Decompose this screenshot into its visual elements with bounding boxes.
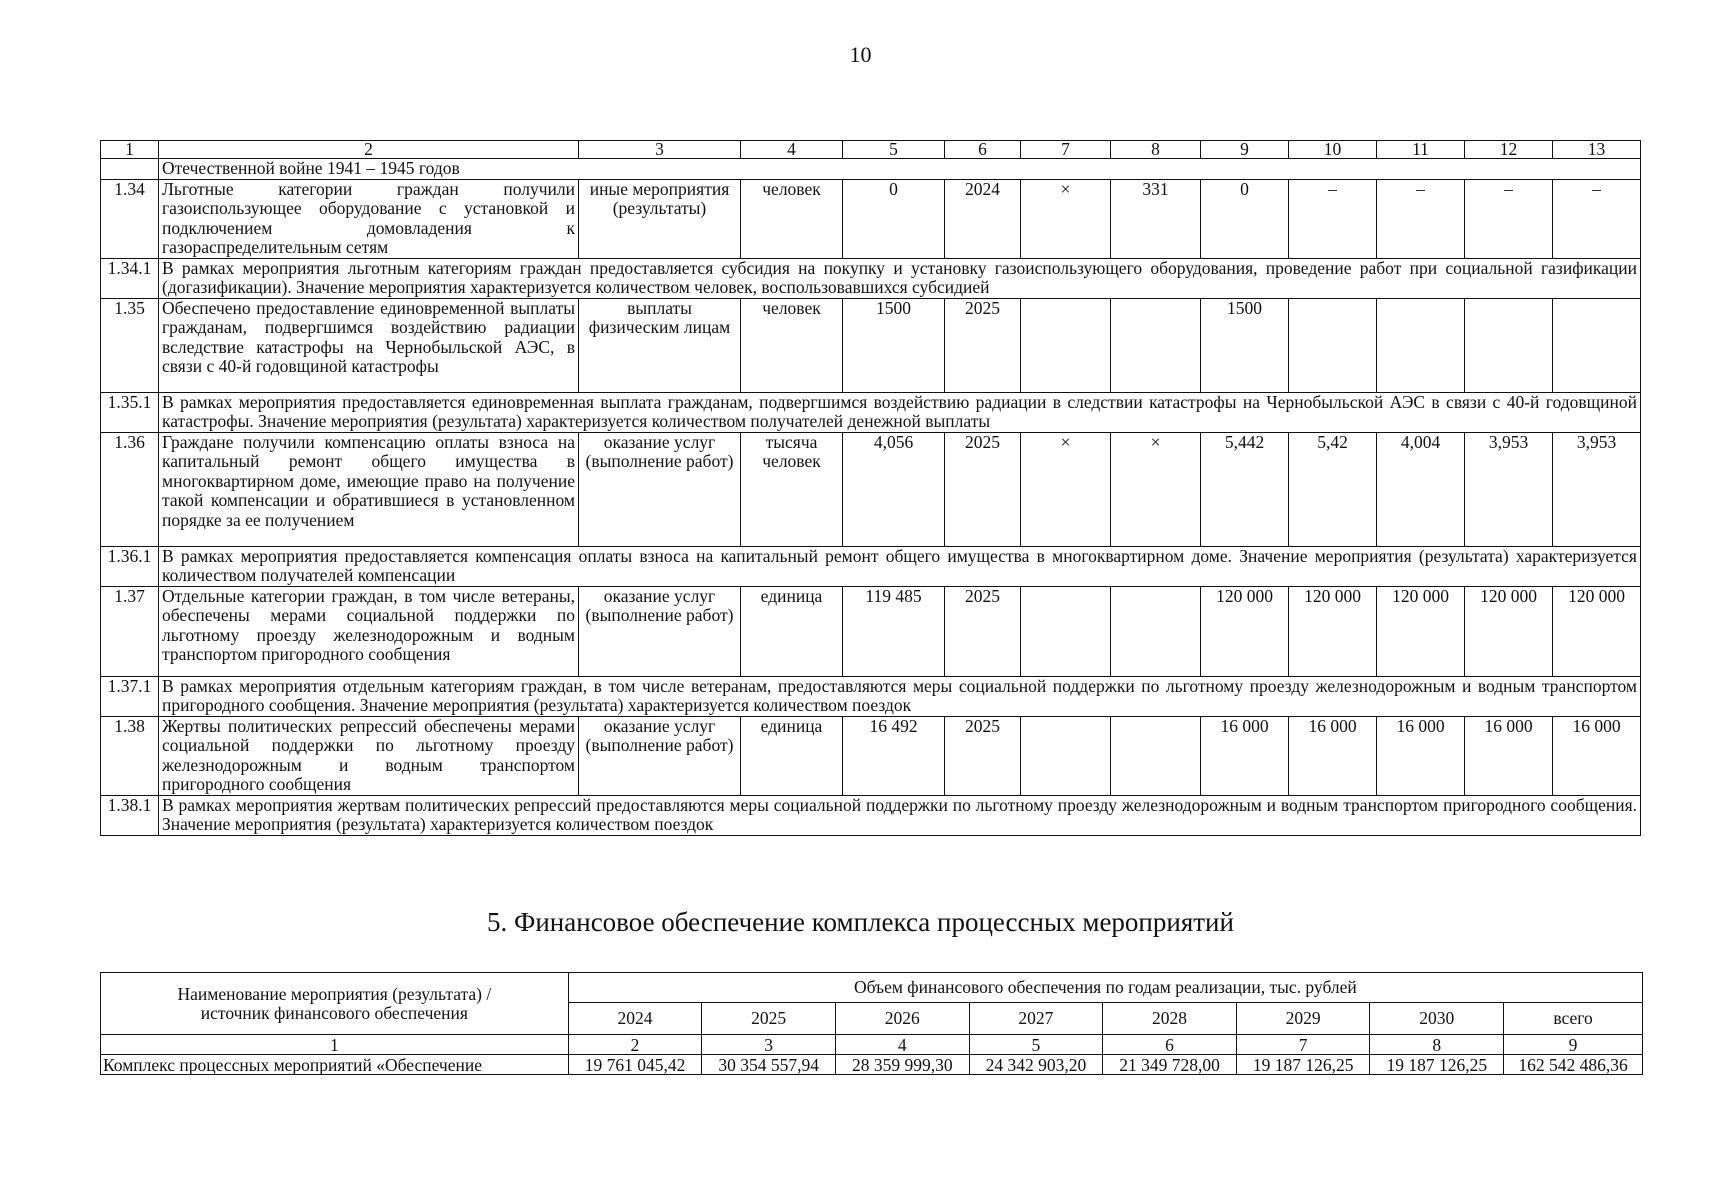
total-header: всего xyxy=(1504,1003,1643,1035)
base-value: 4,056 xyxy=(843,432,945,546)
measure-description-row xyxy=(101,676,1641,716)
measure-unit: человек xyxy=(741,298,843,392)
value-cell xyxy=(1289,298,1377,392)
value-cell: 5,42 xyxy=(1289,432,1377,546)
value-cell: 120 000 xyxy=(1553,586,1641,676)
name-header: Наименование мероприятия (результата) / источник финансового обеспечения xyxy=(101,973,569,1035)
col-number: 9 xyxy=(1201,141,1289,159)
year-header: 2030 xyxy=(1370,1003,1504,1035)
measure-name: Граждане получили компенсацию оплаты взноса на капитальный ремонт общего имущества в многоквартирном доме, имеющие право на получение такой компенсации и обратившиеся в установленном порядке за ее получением xyxy=(159,432,579,546)
description-number: 1.34.1 xyxy=(101,258,159,298)
financing-value: 19 187 126,25 xyxy=(1370,1055,1504,1075)
measure-row xyxy=(101,586,1641,676)
col-number: 5 xyxy=(969,1035,1103,1055)
base-year: 2025 xyxy=(945,298,1021,392)
value-cell xyxy=(1021,298,1111,392)
measure-number: 1.36 xyxy=(101,432,159,546)
value-cell xyxy=(1465,298,1553,392)
measure-description-row xyxy=(101,795,1641,835)
col-number: 6 xyxy=(1103,1035,1237,1055)
value-cell: 16 000 xyxy=(1201,716,1289,795)
col-number: 7 xyxy=(1236,1035,1370,1055)
financing-value: 19 761 045,42 xyxy=(568,1055,702,1075)
measure-row xyxy=(101,716,1641,795)
value-cell: × xyxy=(1021,179,1111,258)
measure-type: оказание услуг (выполнение работ) xyxy=(579,432,741,546)
measure-number: 1.34 xyxy=(101,179,159,258)
col-number: 8 xyxy=(1370,1035,1504,1055)
description-text: В рамках мероприятия предоставляется единовременная выплата гражданам, подвергшимся воздействию радиации в следствии катастрофы на Чернобыльской АЭС в связи с 40-й годовщиной катастрофы. Значение мероприятия (результата) характеризуется количеством получателей денежной выплаты xyxy=(159,392,1641,432)
measures-table xyxy=(100,140,1641,836)
value-cell: 120 000 xyxy=(1465,586,1553,676)
description-number: 1.36.1 xyxy=(101,546,159,586)
value-cell: 16 000 xyxy=(1553,716,1641,795)
year-header: 2029 xyxy=(1236,1003,1370,1035)
financing-value: 24 342 903,20 xyxy=(969,1055,1103,1075)
financing-row xyxy=(101,1055,1643,1075)
col-number: 2 xyxy=(568,1035,702,1055)
measure-description-row xyxy=(101,258,1641,298)
base-value: 1500 xyxy=(843,298,945,392)
measure-row xyxy=(101,298,1641,392)
col-number: 2 xyxy=(159,141,579,159)
description-text: В рамках мероприятия льготным категориям граждан предоставляется субсидия на покупку и установку газоиспользующего оборудования, проведение работ при социальной газификации (догазификации). Значение мероприятия характеризуется количеством человек, воспользовавшихся субсидией xyxy=(159,258,1641,298)
value-cell xyxy=(1021,716,1111,795)
measure-type: иные мероприятия (результаты) xyxy=(579,179,741,258)
description-number: 1.38.1 xyxy=(101,795,159,835)
col-number: 3 xyxy=(579,141,741,159)
year-header: 2027 xyxy=(969,1003,1103,1035)
value-cell: 16 000 xyxy=(1465,716,1553,795)
value-cell: 16 000 xyxy=(1289,716,1377,795)
financing-value: 19 187 126,25 xyxy=(1236,1055,1370,1075)
description-text: В рамках мероприятия отдельным категориям граждан, в том числе ветеранам, предоставляются меры социальной поддержки по льготному проезду железнодорожным и водным транспортом пригородного сообщения. Значение мероприятия (результата) характеризуется количеством поездок xyxy=(159,676,1641,716)
financing-row-name: Комплекс процессных мероприятий «Обеспечение xyxy=(101,1055,569,1075)
financing-value: 21 349 728,00 xyxy=(1103,1055,1237,1075)
measure-number: 1.35 xyxy=(101,298,159,392)
value-cell: – xyxy=(1377,179,1465,258)
measure-description-row xyxy=(101,546,1641,586)
value-cell: – xyxy=(1553,179,1641,258)
measure-unit: единица xyxy=(741,586,843,676)
description-number: 1.35.1 xyxy=(101,392,159,432)
description-number: 1.37.1 xyxy=(101,676,159,716)
value-cell xyxy=(1021,586,1111,676)
value-cell xyxy=(1111,716,1201,795)
continuation-text: Отечественной войне 1941 – 1945 годов xyxy=(159,159,1641,180)
value-cell: 3,953 xyxy=(1553,432,1641,546)
column-number-row xyxy=(101,141,1641,159)
value-cell: – xyxy=(1465,179,1553,258)
value-cell: 4,004 xyxy=(1377,432,1465,546)
col-number: 6 xyxy=(945,141,1021,159)
col-number: 9 xyxy=(1504,1035,1643,1055)
measure-type: оказание услуг (выполнение работ) xyxy=(579,716,741,795)
measure-row xyxy=(101,432,1641,546)
base-year: 2024 xyxy=(945,179,1021,258)
measure-unit: тысяча человек xyxy=(741,432,843,546)
financing-total: 162 542 486,36 xyxy=(1504,1055,1643,1075)
year-header: 2026 xyxy=(835,1003,969,1035)
value-cell: 120 000 xyxy=(1201,586,1289,676)
col-number: 1 xyxy=(101,1035,569,1055)
measure-unit: человек xyxy=(741,179,843,258)
continuation-row xyxy=(101,159,1641,180)
measure-name: Обеспечено предоставление единовременной выплаты гражданам, подвергшимся воздействию радиации вследствие катастрофы на Чернобыльской АЭС, в связи с 40-й годовщиной катастрофы xyxy=(159,298,579,392)
value-cell: 3,953 xyxy=(1465,432,1553,546)
volume-header: Объем финансового обеспечения по годам реализации, тыс. рублей xyxy=(568,973,1642,1003)
section-title: 5. Финансовое обеспечение комплекса процессных мероприятий xyxy=(487,907,1234,937)
measure-number: 1.37 xyxy=(101,586,159,676)
measure-name: Жертвы политических репрессий обеспечены мерами социальной поддержки по льготному проезду железнодорожным и водным транспортом пригородного сообщения xyxy=(159,716,579,795)
base-value: 0 xyxy=(843,179,945,258)
measure-name: Льготные категории граждан получили газоиспользующее оборудование с установкой и подключением домовладения к газораспределительным сетям xyxy=(159,179,579,258)
description-text: В рамках мероприятия предоставляется компенсация оплаты взноса на капитальный ремонт общего имущества в многоквартирном доме. Значение мероприятия (результата) характеризуется количеством получателей компенсации xyxy=(159,546,1641,586)
base-year: 2025 xyxy=(945,716,1021,795)
base-year: 2025 xyxy=(945,432,1021,546)
base-value: 119 485 xyxy=(843,586,945,676)
financing-value: 28 359 999,30 xyxy=(835,1055,969,1075)
value-cell: 5,442 xyxy=(1201,432,1289,546)
financing-value: 30 354 557,94 xyxy=(702,1055,836,1075)
value-cell: 331 xyxy=(1111,179,1201,258)
col-number: 12 xyxy=(1465,141,1553,159)
value-cell: 0 xyxy=(1201,179,1289,258)
col-number: 4 xyxy=(741,141,843,159)
page-number: 10 xyxy=(849,42,872,67)
value-cell xyxy=(1377,298,1465,392)
col-number: 13 xyxy=(1553,141,1641,159)
financing-table xyxy=(100,972,1643,1075)
value-cell: × xyxy=(1021,432,1111,546)
base-value: 16 492 xyxy=(843,716,945,795)
col-number: 3 xyxy=(702,1035,836,1055)
measure-number: 1.38 xyxy=(101,716,159,795)
base-year: 2025 xyxy=(945,586,1021,676)
value-cell xyxy=(1111,298,1201,392)
year-header: 2025 xyxy=(702,1003,836,1035)
col-number: 1 xyxy=(101,141,159,159)
measure-row xyxy=(101,179,1641,258)
col-number: 10 xyxy=(1289,141,1377,159)
col-number: 8 xyxy=(1111,141,1201,159)
value-cell: – xyxy=(1289,179,1377,258)
value-cell: 120 000 xyxy=(1289,586,1377,676)
col-number: 5 xyxy=(843,141,945,159)
col-number: 11 xyxy=(1377,141,1465,159)
col-number: 7 xyxy=(1021,141,1111,159)
value-cell: × xyxy=(1111,432,1201,546)
col-number: 4 xyxy=(835,1035,969,1055)
value-cell: 1500 xyxy=(1201,298,1289,392)
measure-unit: единица xyxy=(741,716,843,795)
value-cell xyxy=(1111,586,1201,676)
measure-description-row xyxy=(101,392,1641,432)
measure-type: выплаты физическим лицам xyxy=(579,298,741,392)
value-cell xyxy=(1553,298,1641,392)
value-cell: 16 000 xyxy=(1377,716,1465,795)
value-cell: 120 000 xyxy=(1377,586,1465,676)
measure-type: оказание услуг (выполнение работ) xyxy=(579,586,741,676)
description-text: В рамках мероприятия жертвам политических репрессий предоставляются меры социальной поддержки по льготному проезду железнодорожным и водным транспортом пригородного сообщения. Значение мероприятия (результата) характеризуется количеством поездок xyxy=(159,795,1641,835)
measure-name: Отдельные категории граждан, в том числе ветераны, обеспечены мерами социальной поддержки по льготному проезду железнодорожным и водным транспортом пригородного сообщения xyxy=(159,586,579,676)
year-header: 2028 xyxy=(1103,1003,1237,1035)
year-header: 2024 xyxy=(568,1003,702,1035)
